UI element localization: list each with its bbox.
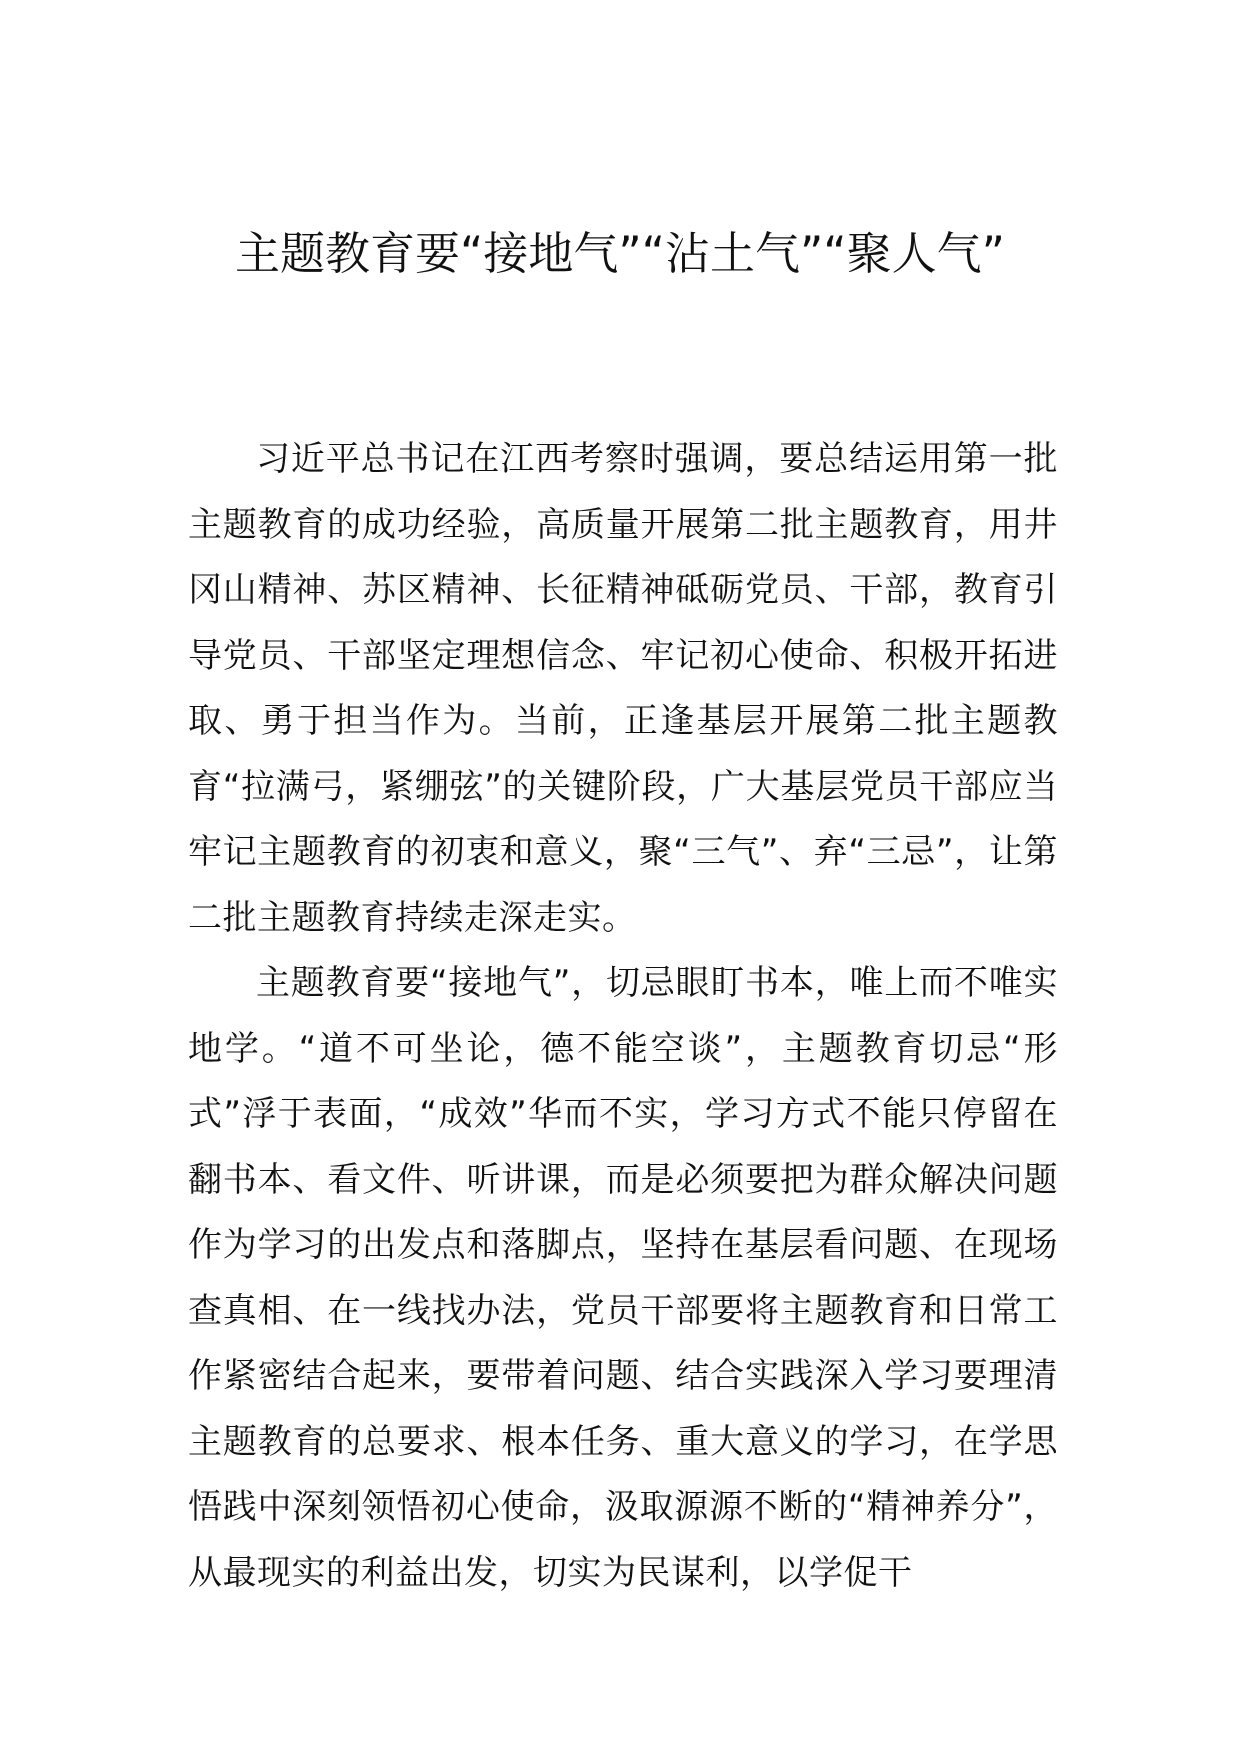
document-body [188, 427, 1058, 1606]
paragraph-1: 习近平总书记在江西考察时强调，要总结运用第一批主题教育的成功经验，高质量开展第二批主题教育，用井冈山精神、苏区精神、长征精神砥砺党员、干部，教育引导党员、干部坚定理想信念、牢记初心使命、积极开拓进取、勇于担当作为。当前，正逢基层开展第二批主题教育“拉满弓，紧绷弦”的关键阶段，广大基层党员干部应当牢记主题教育的初衷和意义，聚“三气”、弃“三忌”，让第二批主题教育持续走深走实。 [188, 439, 1058, 938]
paragraph-2: 主题教育要“接地气”，切忌眼盯书本，唯上而不唯实地学。“道不可坐论，德不能空谈”，主题教育切忌“形式”浮于表面，“成效”华而不实，学习方式不能只停留在翻书本、看文件、听讲课，而是必须要把为群众解决问题作为学习的出发点和落脚点，坚持在基层看问题、在现场查真相、在一线找办法，党员干部要将主题教育和日常工作紧密结合起来，要带着问题、结合实践深入学习要理清主题教育的总要求、根本任务、重大意义的学习，在学思悟践中深刻领悟初心使命，汲取源源不断的“精神养分”，从最现实的利益出发，切实为民谋利，以学促干 [188, 963, 1058, 1593]
document-title: 主题教育要“接地气”“沾土气”“聚人气” [235, 227, 1005, 280]
